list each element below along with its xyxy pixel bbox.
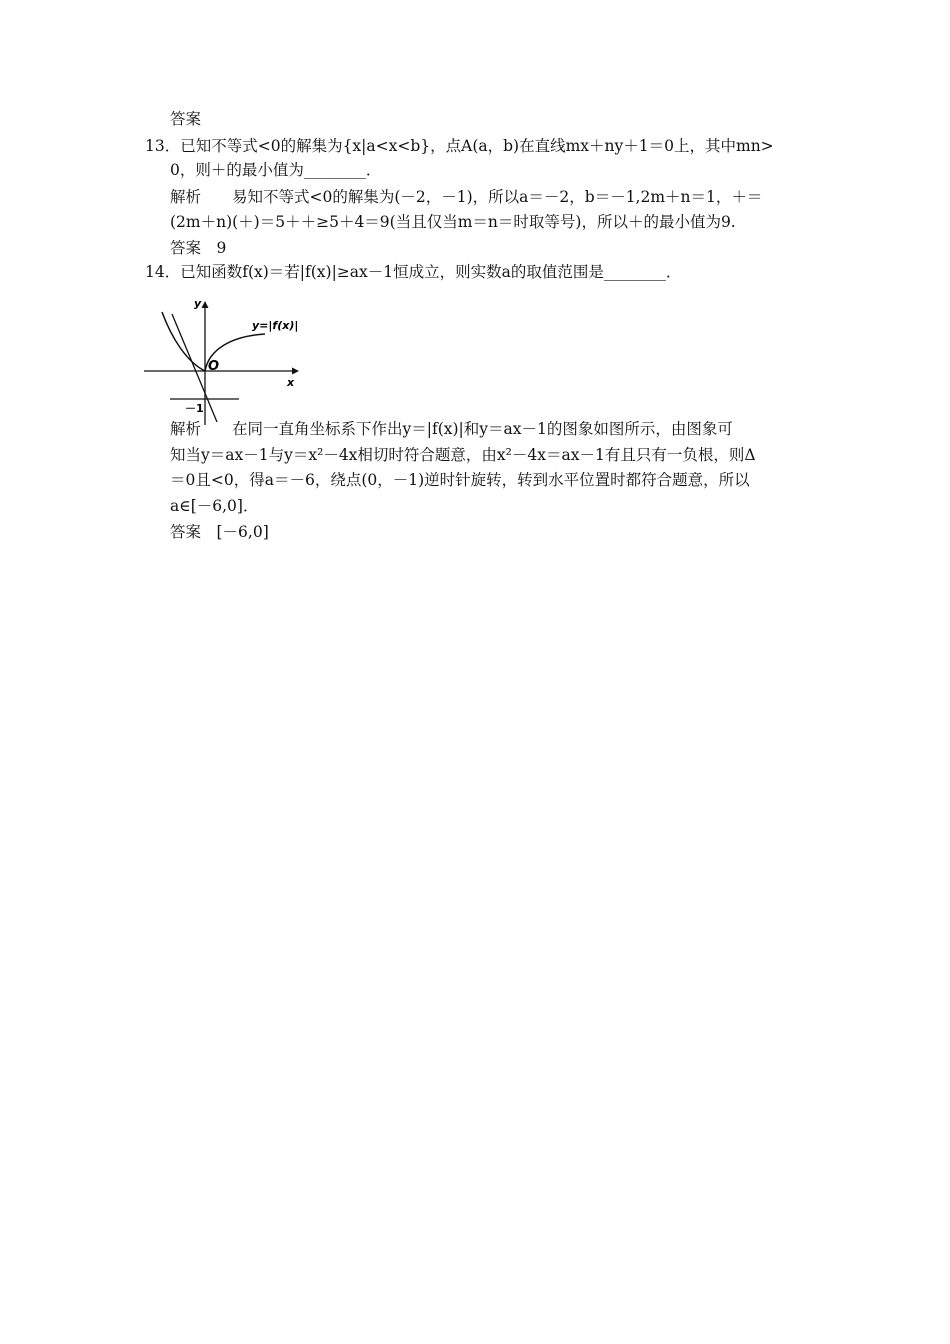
text-line: (2m＋n)(＋)＝5＋＋≥5＋4＝9(当且仅当m＝n＝时取等号)，所以＋的最小值为9. <box>170 213 736 231</box>
origin-label: O <box>208 359 220 374</box>
text-line: 解析 在同一直角坐标系下作出y＝|f(x)|和y＝ax－1的图象如图所示，由图象可 <box>170 420 733 438</box>
text-line: 解析 易知不等式<0的解集为(－2，－1)，所以a＝－2，b＝－1,2m＋n＝1，＋＝ <box>170 188 763 206</box>
text-line: 答案 9 <box>170 239 227 257</box>
curve-label: y=|f(x)| <box>252 319 299 332</box>
text-line: ＝0且<0，得a＝－6，绕点(0，－1)逆时针旋转，转到水平位置时都符合题意，所以 <box>170 471 750 489</box>
text-line: 答案 [－6,0] <box>170 523 269 541</box>
text-line: a∈[－6,0]． <box>170 497 259 515</box>
function-graph <box>142 294 307 426</box>
tick-label-minus-one: －1 <box>185 402 204 415</box>
y-axis-label: y <box>194 297 202 310</box>
text-line: 13．已知不等式<0的解集为{x|a<x<b}，点A(a，b)在直线mx＋ny＋1＝0上，其中mn> <box>145 137 774 155</box>
x-axis-label: x <box>287 376 295 389</box>
function-graph-figure <box>142 294 307 426</box>
x-axis-arrow <box>292 368 299 375</box>
text-line: 0，则＋的最小值为________． <box>170 161 382 179</box>
text-line: 答案 <box>170 110 202 128</box>
text-line: 知当y＝ax－1与y＝x²－4x相切时符合题意，由x²－4x＝ax－1有且只有一负根，则Δ <box>170 446 756 464</box>
y-axis-arrow <box>202 301 209 308</box>
text-line: 14．已知函数f(x)＝若|f(x)|≥ax－1恒成立，则实数a的取值范围是________． <box>145 263 682 281</box>
